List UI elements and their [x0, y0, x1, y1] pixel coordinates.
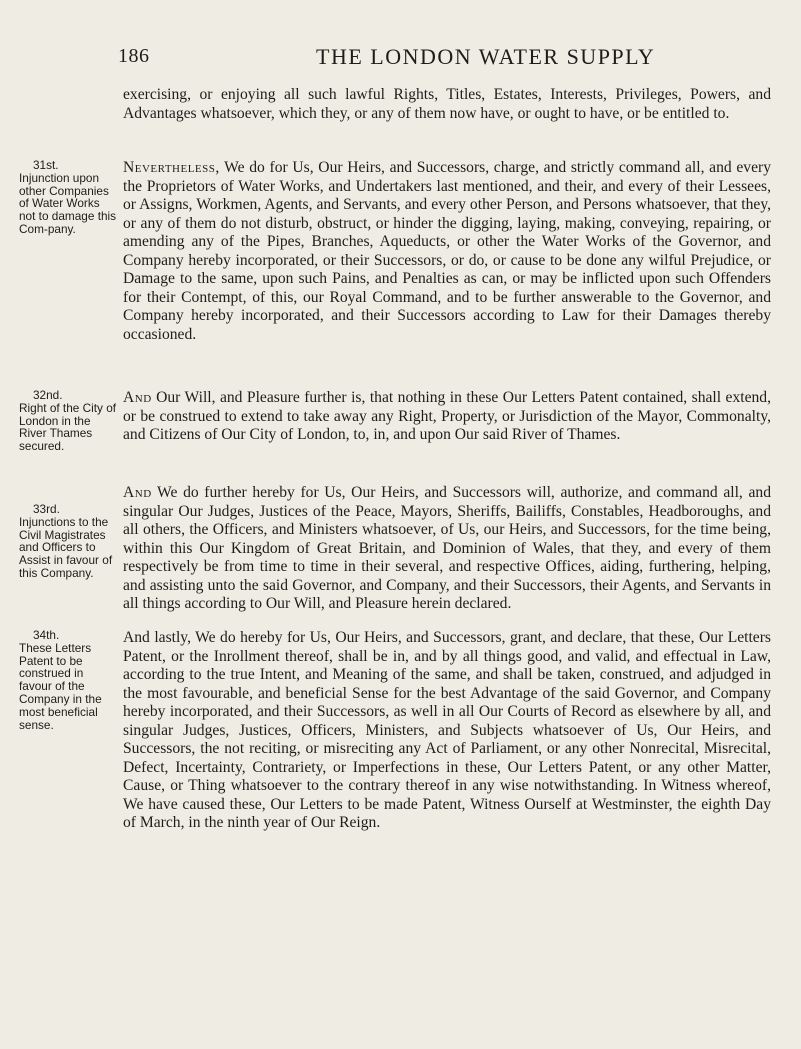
- paragraph-lead: And: [123, 389, 152, 406]
- paragraph-31: [123, 159, 771, 344]
- paragraph-text: And lastly, We do hereby for Us, Our Heirs, and Successors, grant, and declare, that these, Our Letters Patent, or the Inrollment thereof, shall be in, and by all things good, and valid, and effectual in Law, according to the true Intent, and Meaning of the same, and shall be taken, construed, and adjudged in the most favourable, and beneficial Sense for the best Advantage of the said Governor, and Company hereby incorporated, and their Successors, as well in all Our Courts of Record as elsewhere by all, and singular Judges, Justices, Officers, Ministers, and Subjects whatsoever of Us, Our Heirs, and Successors, the not reciting, or misreciting any Act of Parliament, or any other Nonrecital, Misrecital, Defect, Incertainty, Contrariety, or Imperfections in these, Our Letters Patent, or any other Matter, Cause, or Thing whatsoever to the contrary thereof in any wise notwithstanding. In Witness whereof, We have caused these, Our Letters to be made Patent, Witness Ourself at Westminster, the eighth Day of March, in the ninth year of Our Reign.: [123, 629, 771, 831]
- margin-note-32: [19, 389, 119, 453]
- margin-note-text: Injunction upon other Companies of Water Works not to damage this Com-pany.: [19, 170, 117, 236]
- paragraph-text: Our Will, and Pleasure further is, that nothing in these Our Letters Patent contained, shall extend, or be construed to extend to take away any Right, Property, or Jurisdiction of the Mayor, Commonalty, and Citizens of Our City of London, to, in, and upon Our said River of Thames.: [123, 389, 771, 443]
- paragraph-32: [123, 389, 771, 445]
- margin-note-number: 34th.: [33, 628, 60, 642]
- margin-note-31: [19, 159, 119, 236]
- margin-note-34: [19, 629, 119, 731]
- paragraph-34: [123, 629, 771, 833]
- running-title: THE LONDON WATER SUPPLY: [316, 44, 656, 69]
- margin-note-number: 31st.: [33, 158, 59, 172]
- page-number: 186: [118, 45, 150, 67]
- paragraph-33: [123, 484, 771, 614]
- margin-note-text: These Letters Patent to be construed in favour of the Company in the most beneficial sense.: [19, 640, 102, 732]
- margin-note-number: 33rd.: [33, 502, 60, 516]
- margin-note-text: Injunctions to the Civil Magistrates and Officers to Assist in favour of this Company.: [19, 514, 113, 580]
- paragraph-text: We do for Us, Our Heirs, and Successors, charge, and strictly command all, and every the Proprietors of Water Works, and Undertakers last mentioned, and their, and every of their Lessees, or Assigns, Workmen, Agents, and Servants, and every other Person, and Persons whatsoever, that they, or any of them do not disturb, obstruct, or hinder the digging, laying, making, conveying, repairing, or amending any of the Pipes, Branches, Aqueducts, or other the Water Works of the Governor, and Company hereby incorporated, or their Successors, or do, or cause to be done any wilful Prejudice, or Damage to the same, upon such Pains, and Penalties as can, or may be inflicted upon such Offenders for their Contempt, of this, our Royal Command, and to be further answerable to the Governor, and Company hereby incorporated, and their Successors according to Law for their Damages thereby occasioned.: [123, 159, 771, 343]
- paragraph-lead: Nevertheless,: [123, 159, 220, 176]
- margin-note-33: [19, 503, 119, 580]
- margin-note-number: 32nd.: [33, 388, 63, 402]
- paragraph-text: We do further hereby for Us, Our Heirs, and Successors will, authorize, and command all, and singular Our Judges, Justices of the Peace, Mayors, Sheriffs, Bailiffs, Constables, Headboroughs, and all others, the Officers, and Ministers whatsoever, of Us, our Heirs, and Successors, for the time being, within this Our Kingdom of Great Britain, and Dominion of Wales, that they, and every of them respectively be from time to time in their several, and respective Offices, aiding, furthering, helping, and assisting unto the said Governor, and Company, and their Successors, their Agents, and Servants in all things according to Our Will, and Pleasure herein declared.: [123, 484, 771, 612]
- paragraph-lead: And: [123, 484, 152, 501]
- paragraph-continuation: [123, 86, 771, 123]
- margin-note-text: Right of the City of London in the River Thames secured.: [19, 400, 117, 454]
- paragraph-text: exercising, or enjoying all such lawful Rights, Titles, Estates, Interests, Privileges, Powers, and Advantages whatsoever, which they, or any of them now have, or ought to have, or be entitled to.: [123, 86, 771, 122]
